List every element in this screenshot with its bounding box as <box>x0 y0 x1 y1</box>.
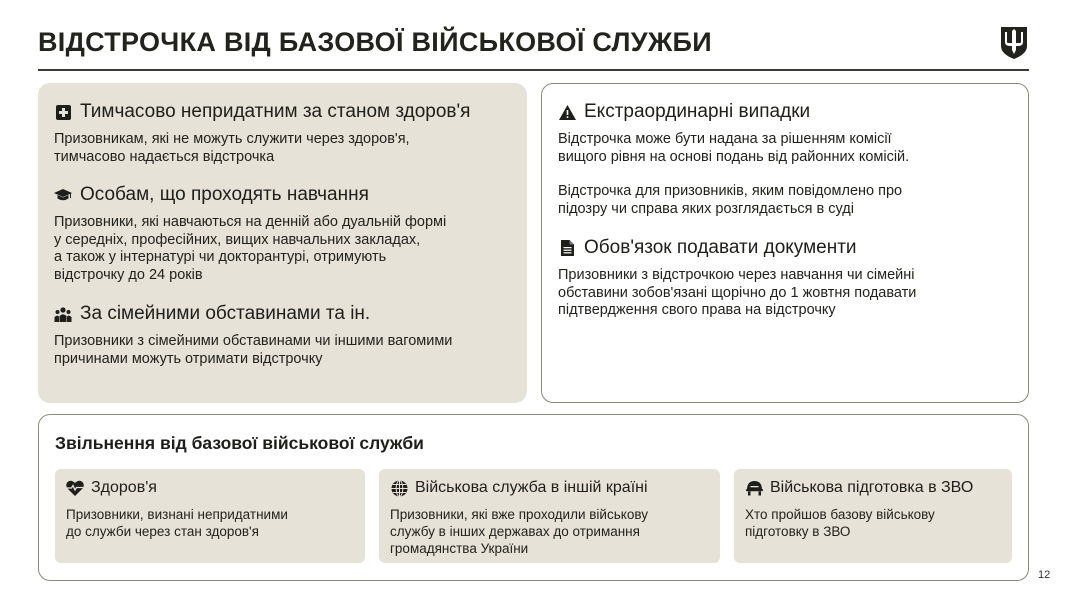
section-text: Призовникам, які не можуть служити через здоров'я, <box>54 131 410 147</box>
item-text: Призовники, визнані непридатними <box>66 507 288 522</box>
item-text: службу в інших державах до отримання <box>390 524 640 539</box>
globe-icon <box>390 479 408 497</box>
section-text: обставини зобов'язані щорічно до 1 жовтня подавати <box>558 284 917 301</box>
item-heading: Здоров'я <box>91 479 157 496</box>
heart-pulse-icon <box>66 479 84 497</box>
section-heading: Тимчасово непридатним за станом здоров'я <box>80 101 471 122</box>
section-documents-duty <box>558 235 916 320</box>
medical-cross-icon <box>54 103 72 121</box>
section-education <box>54 182 446 284</box>
item-heading: Військова підготовка в ЗВО <box>770 479 974 496</box>
section-text: підозру чи справа яких розглядається в суді <box>558 200 854 217</box>
section-text: у середніх, професійних, вищих навчальних закладах, <box>54 231 421 248</box>
family-icon <box>54 305 72 323</box>
exemption-item-foreign-service <box>379 469 720 563</box>
item-text: громадянства України <box>390 541 529 556</box>
deferment-grounds-card <box>38 83 527 403</box>
section-text: а також у інтернатурі чи докторантурі, отримують <box>54 249 387 265</box>
section-heading: Обов'язок подавати документи <box>584 237 857 258</box>
page-title: ВІДСТРОЧКА ВІД БАЗОВОЇ ВІЙСЬКОВОЇ СЛУЖБИ <box>38 27 712 57</box>
exemption-title: Звільнення від базової військової служби <box>55 433 424 453</box>
section-heading: Особам, що проходять навчання <box>80 184 369 205</box>
section-text: вищого рівня на основі подань від районних комісій. <box>558 148 910 165</box>
section-health-temporary <box>54 99 470 166</box>
exemption-card <box>38 414 1029 581</box>
warning-icon <box>558 103 576 121</box>
section-text: Призовники з сімейними обставинами чи іншими вагомими <box>54 333 453 349</box>
graduation-cap-icon <box>54 186 72 204</box>
item-text: до служби через стан здоров'я <box>66 524 259 539</box>
item-text: Хто пройшов базову військову <box>745 507 935 522</box>
section-extraordinary <box>558 99 909 218</box>
item-heading: Військова служба в іншій країні <box>415 479 648 496</box>
section-family <box>54 301 452 368</box>
exemption-item-university-training <box>734 469 1012 563</box>
section-text: Відстрочка може бути надана за рішенням комісії <box>558 131 892 147</box>
item-text: підготовку в ЗВО <box>745 524 851 539</box>
document-icon <box>558 239 576 257</box>
exemption-item-health <box>55 469 365 563</box>
section-text: Призовники, які навчаються на денній або дуальній формі <box>54 214 447 230</box>
page-number: 12 <box>1038 569 1051 581</box>
section-text: відстрочку до 24 років <box>54 266 203 283</box>
helmet-icon <box>745 479 763 497</box>
section-text: Призовники з відстрочкою через навчання чи сімейні <box>558 267 915 283</box>
section-heading: За сімейними обставинами та ін. <box>80 303 371 324</box>
section-text: тимчасово надається відстрочка <box>54 148 275 165</box>
special-cases-card <box>541 83 1029 403</box>
section-text: Відстрочка для призовників, яким повідомлено про <box>558 183 903 199</box>
title-divider <box>38 69 1029 71</box>
section-text: причинами можуть отримати відстрочку <box>54 350 323 367</box>
section-text: підтвердження свого права на відстрочку <box>558 302 836 318</box>
item-text: Призовники, які вже проходили військову <box>390 507 648 522</box>
trident-shield-icon <box>1000 26 1028 60</box>
section-heading: Екстраординарні випадки <box>584 101 811 122</box>
